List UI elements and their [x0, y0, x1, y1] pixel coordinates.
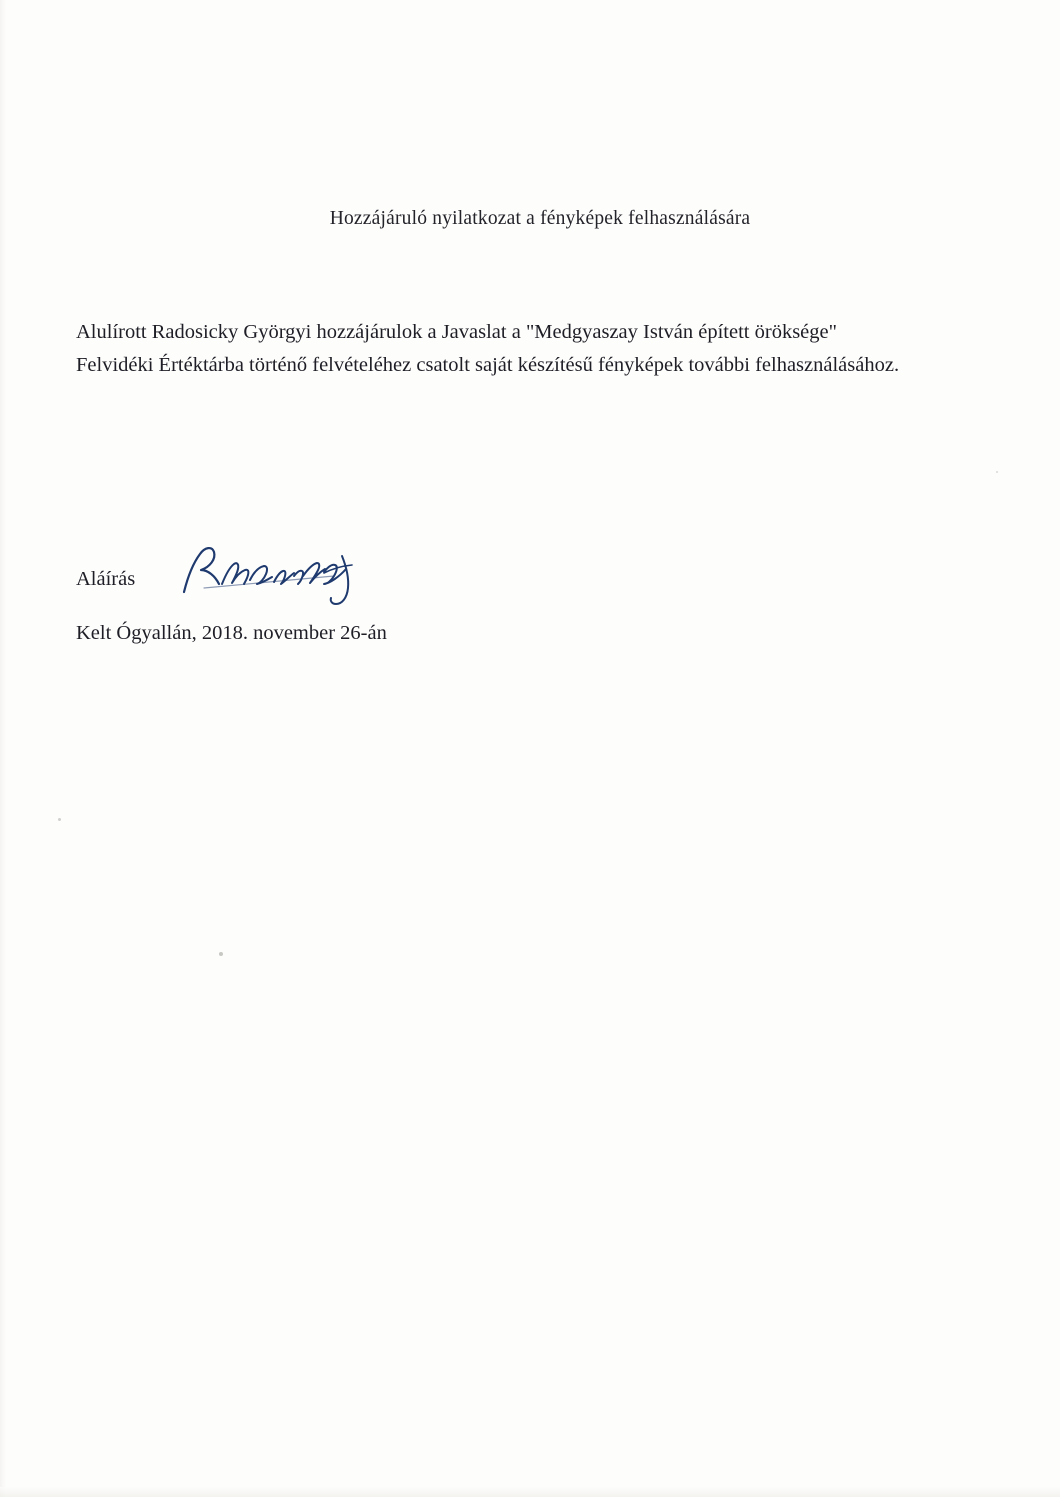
place-and-date: Kelt Ógyallán, 2018. november 26-án: [76, 622, 387, 644]
scan-speck: [219, 952, 223, 956]
scan-speck: [58, 818, 61, 821]
scan-edge-bottom: [0, 1487, 1060, 1497]
document-body: [76, 316, 976, 382]
handwritten-signature: [174, 536, 434, 610]
scan-speck: [996, 471, 998, 473]
body-line-1: Alulírott Radosicky Györgyi hozzájárulok a Javaslat a "Medgyaszay István épített öröksége": [76, 321, 837, 343]
document-title: Hozzájáruló nyilatkozat a fényképek felhasználására: [329, 208, 751, 229]
signature-label: Aláírás: [76, 568, 136, 590]
body-line-2: Felvidéki Értéktárba történő felvételéhez csatolt saját készítésű fényképek további felhasználásához.: [76, 354, 900, 377]
signature-row: [76, 540, 576, 610]
